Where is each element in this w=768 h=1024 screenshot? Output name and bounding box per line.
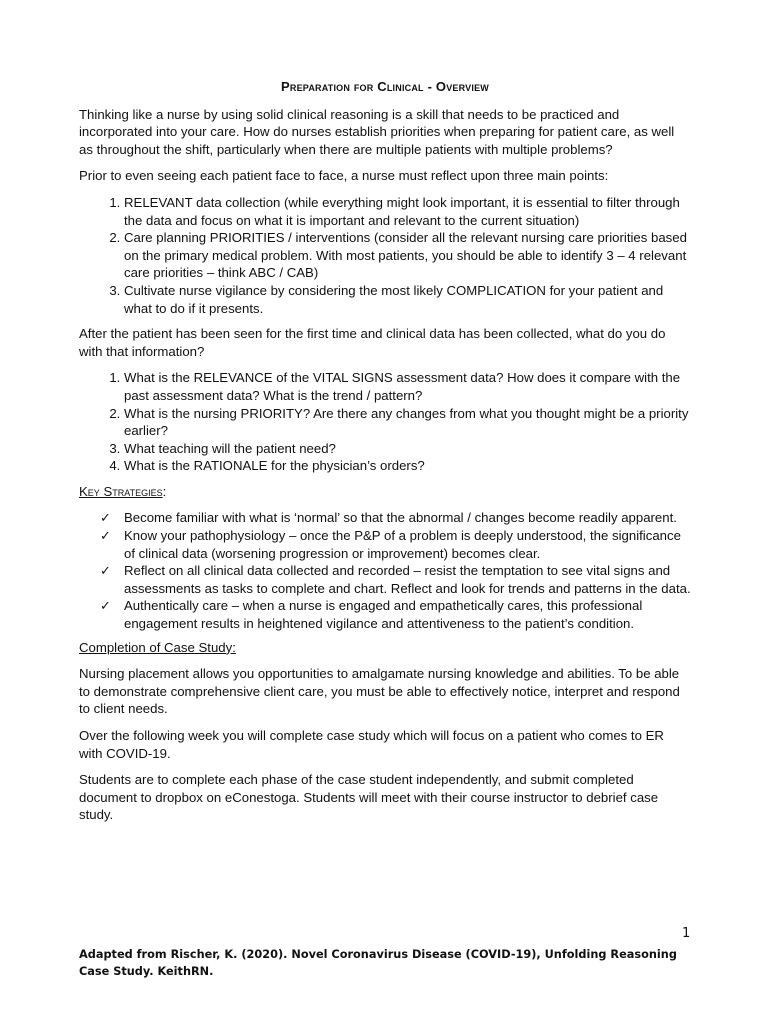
key-strategies-list xyxy=(79,509,691,632)
list-item: 2. Care planning PRIORITIES / interventions (consider all the relevant nursing care priorities based on the primary medical problem. With most patients, you should be able to identify 3 – 4 relevant care priorities – think ABC / CAB) xyxy=(124,229,691,282)
checkmark-icon: ✓ xyxy=(100,510,111,526)
questions-list xyxy=(79,369,691,475)
document-body xyxy=(79,78,691,833)
key-strategies-colon: : xyxy=(162,483,167,499)
strategy-text: Become familiar with what is ‘normal’ so that the abnormal / changes become readily apparent. xyxy=(124,510,677,526)
strategy-text: Know your pathophysiology – once the P&P of a problem is deeply understood, the significance of clinical data (worsening progression or improvement) becomes clear. xyxy=(124,528,681,561)
document-title: Preparation for Clinical - Overview xyxy=(281,79,489,94)
key-strategies-heading xyxy=(79,483,691,501)
completion-paragraph: Over the following week you will complete case study which will focus on a patient who comes to ER with COVID-19. xyxy=(79,728,664,761)
list-item: 2. What is the nursing PRIORITY? Are there any changes from what you thought might be a priority earlier? xyxy=(124,405,691,440)
checkmark-icon: ✓ xyxy=(100,598,111,614)
list-item xyxy=(100,509,691,527)
list-item: 3. What teaching will the patient need? xyxy=(124,440,691,458)
strategy-text: Authentically care – when a nurse is engaged and empathetically cares, this professional engagement results in heightened vigilance and attentiveness to the patient’s condition. xyxy=(124,598,643,632)
checkmark-icon: ✓ xyxy=(100,528,111,544)
after-statement: After the patient has been seen for the first time and clinical data has been collected, what do you do with that information? xyxy=(79,326,666,359)
list-item xyxy=(100,597,691,632)
page-number: 1 xyxy=(682,926,691,941)
footer-citation: Adapted from Rischer, K. (2020). Novel Coronavirus Disease (COVID-19), Unfolding Reasoning Case Study. KeithRN. xyxy=(79,948,677,978)
list-item xyxy=(100,562,691,597)
checkmark-icon: ✓ xyxy=(100,563,111,579)
key-strategies-label: Key Strategies xyxy=(79,483,163,499)
prior-statement: Prior to even seeing each patient face to face, a nurse must reflect upon three main points: xyxy=(79,168,609,184)
list-item: 4. What is the RATIONALE for the physician’s orders? xyxy=(124,457,691,475)
intro-paragraph: Thinking like a nurse by using solid clinical reasoning is a skill that needs to be practiced and incorporated into your care. How do nurses establish priorities when preparing for patient care, as well as throughout the shift, particularly when there are multiple patients with multiple problems? xyxy=(79,106,675,157)
list-item: 3. Cultivate nurse vigilance by considering the most likely COMPLICATION for your patient and what to do if it presents. xyxy=(124,282,691,317)
completion-paragraph: Students are to complete each phase of the case student independently, and submit completed document to dropbox on eConestoga. Students will meet with their course instructor to debrief case study. xyxy=(79,772,659,823)
list-item: 1. RELEVANT data collection (while everything might look important, it is essential to filter through the data and focus on what it is important and relevant to the current situation) xyxy=(124,194,691,229)
strategy-text: Reflect on all clinical data collected and recorded – resist the temptation to see vital signs and assessments as tasks to complete and chart. Reflect and look for trends and patterns in the data. xyxy=(124,563,691,596)
completion-paragraph: Nursing placement allows you opportunities to amalgamate nursing knowledge and abilities. To be able to demonstrate comprehensive client care, you must be able to effectively notice, interpret and respond to client needs. xyxy=(79,666,680,717)
list-item xyxy=(100,527,691,562)
main-points-list xyxy=(79,194,691,317)
completion-heading: Completion of Case Study: xyxy=(79,639,236,655)
list-item: 1. What is the RELEVANCE of the VITAL SIGNS assessment data? How does it compare with the past assessment data? What is the trend / pattern? xyxy=(124,369,691,404)
